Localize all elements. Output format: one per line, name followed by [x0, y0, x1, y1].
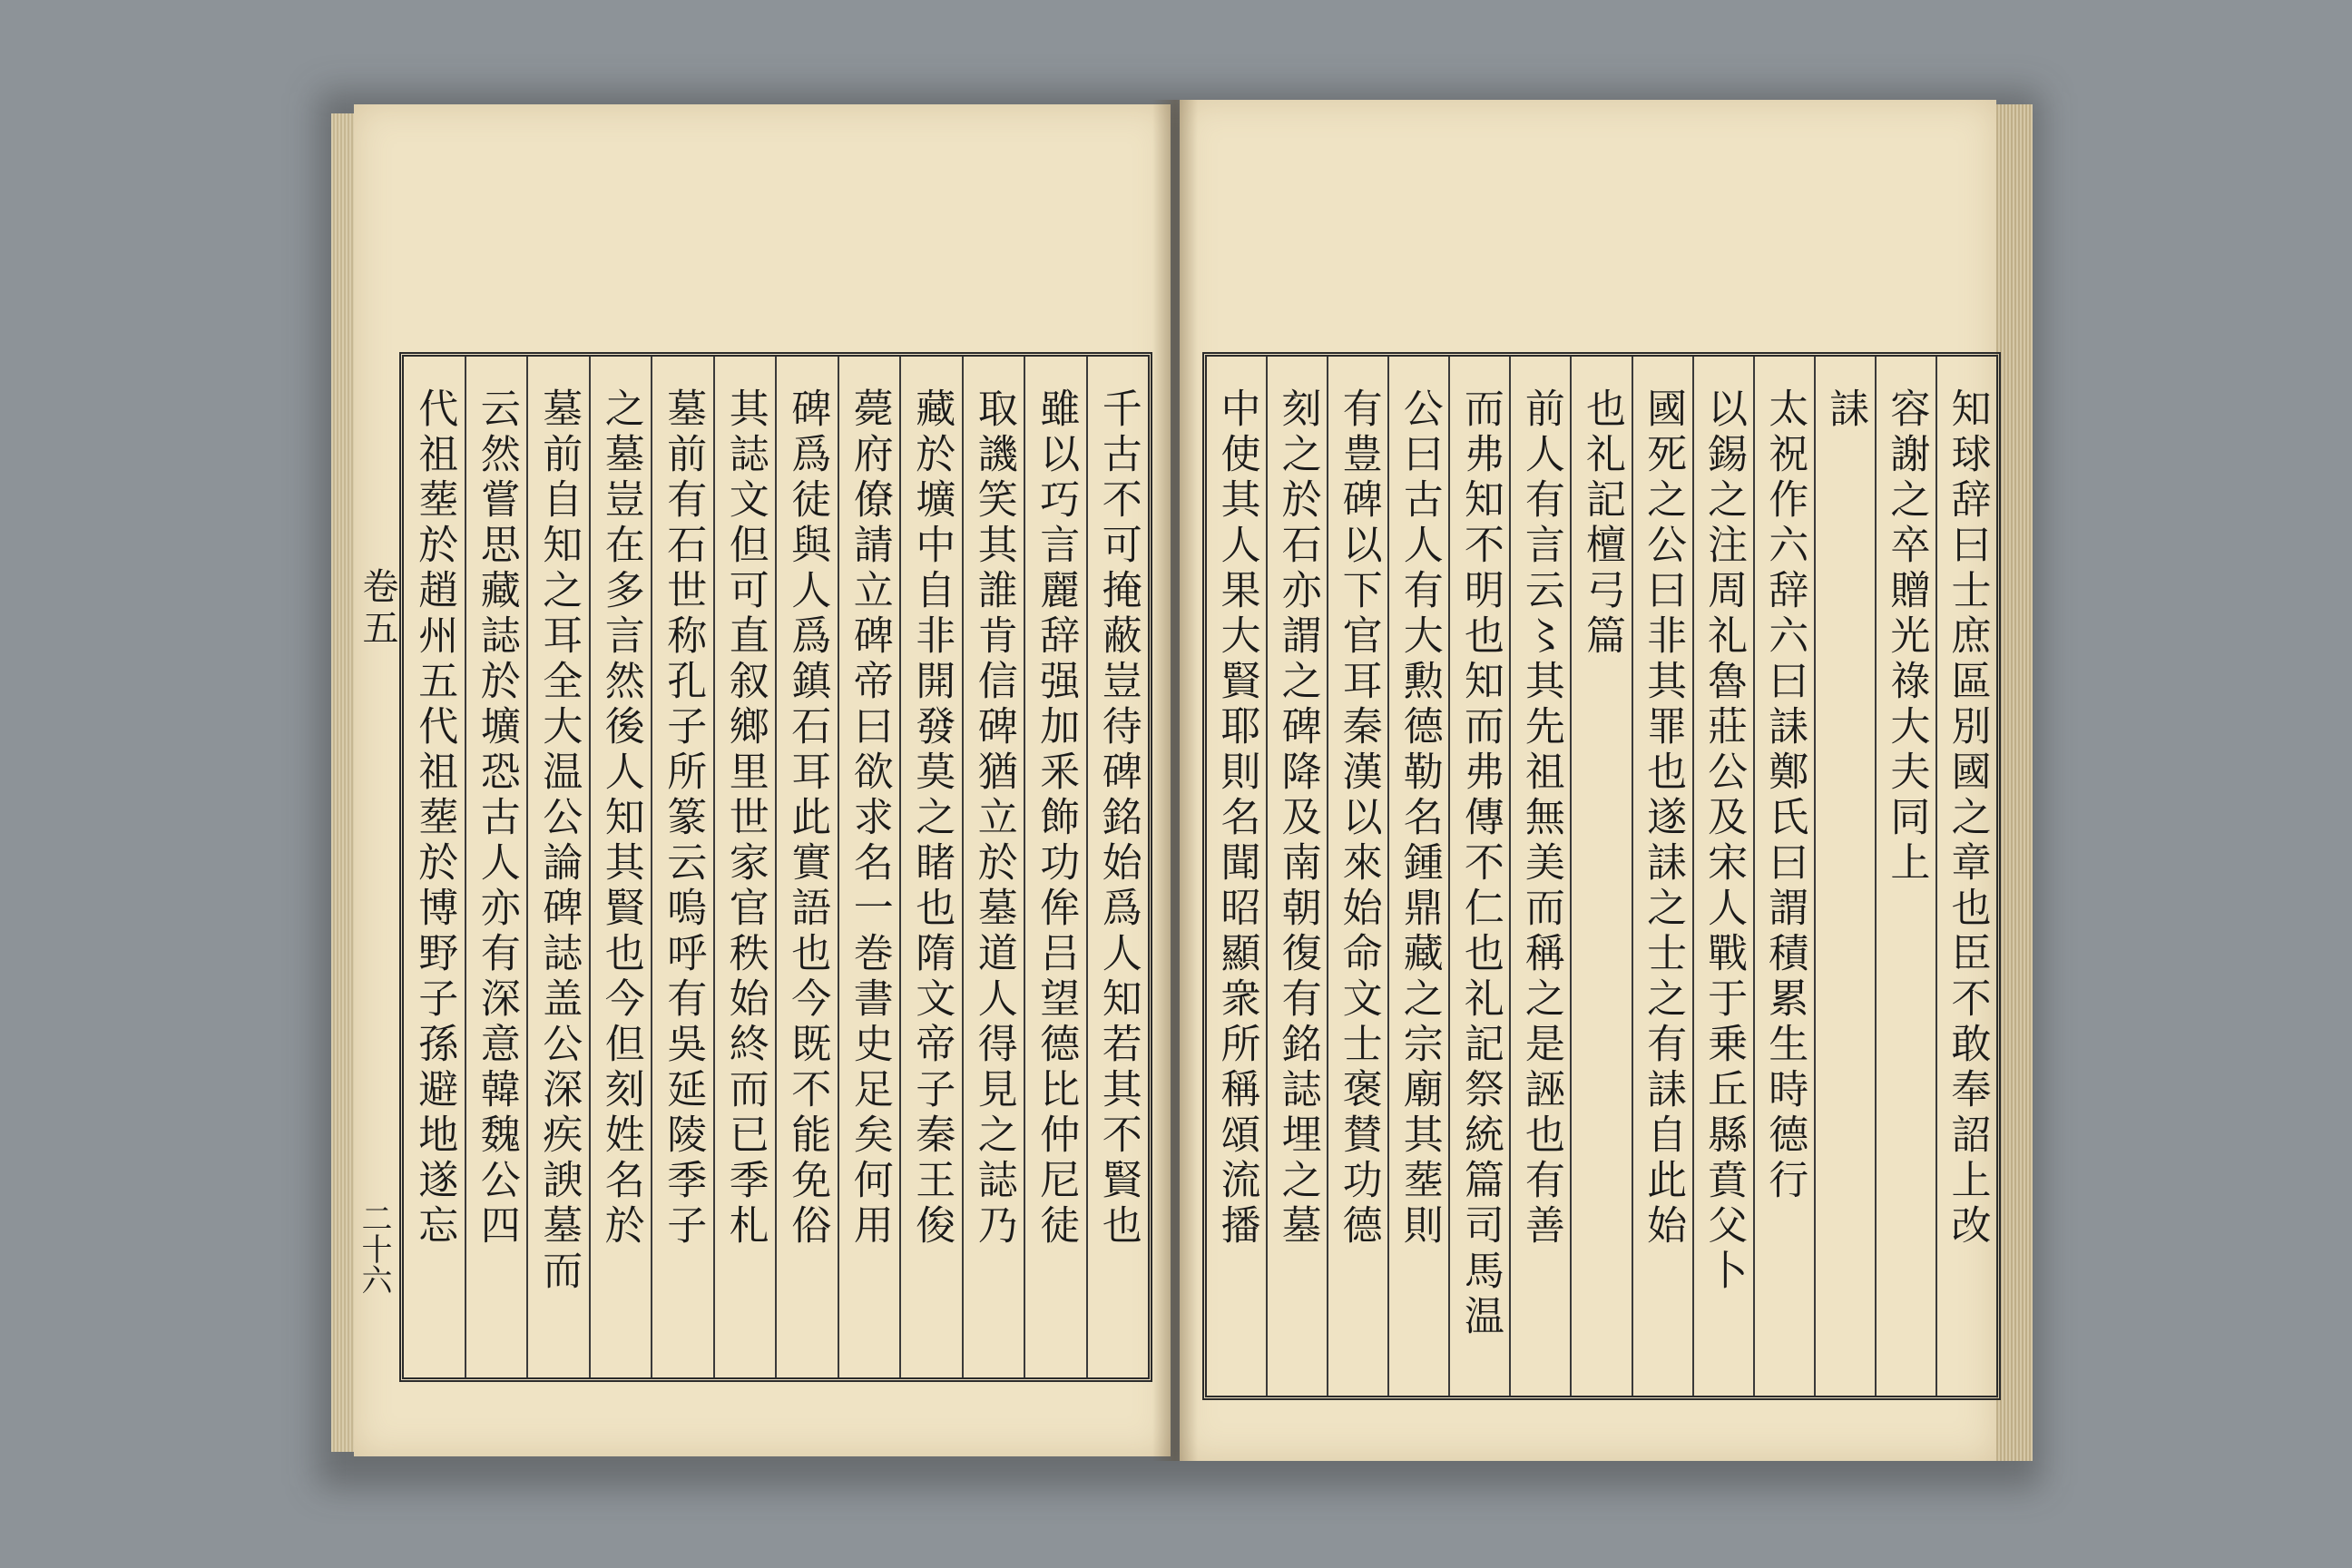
text-column: 刻之於石亦謂之碑降及南朝復有銘誌埋之墓	[1266, 357, 1327, 1396]
text-column: 知球辞曰士庶區別國之章也臣不敢奉詔上改	[1936, 357, 1996, 1396]
text-column: 誄	[1814, 357, 1875, 1396]
text-column: 墓前自知之耳全大温公論碑誌盖公深疾諛墓而	[526, 357, 589, 1377]
text-column: 容謝之卒贈光祿大夫同上	[1875, 357, 1936, 1396]
text-column: 千古不可掩蔽豈待碑銘始爲人知若其不賢也	[1086, 357, 1149, 1377]
left-text-frame	[399, 352, 1152, 1382]
text-column: 云然嘗思藏誌於壙恐古人亦有深意韓魏公四	[465, 357, 527, 1377]
text-column: 其誌文但可直叙鄉里世家官秩始終而已季札	[713, 357, 776, 1377]
text-column: 墓前有石世称孔子所篆云嗚呼有吳延陵季子	[651, 357, 713, 1377]
text-column: 也礼記檀弓篇	[1570, 357, 1631, 1396]
text-column: 取譏笑其誰肯信碑猶立於墓道人得見之誌乃	[962, 357, 1024, 1377]
text-column: 太祝作六辞六曰誄鄭氏曰謂積累生時德行	[1753, 357, 1814, 1396]
text-column: 藏於壙中自非開發莫之睹也隋文帝子秦王俊	[899, 357, 962, 1377]
right-text-frame	[1202, 352, 2001, 1400]
text-column: 之墓豈在多言然後人知其賢也今但刻姓名於	[589, 357, 652, 1377]
text-column: 中使其人果大賢耶則名聞昭顯衆所稱頌流播	[1213, 387, 1260, 1250]
volume-label: 卷五	[357, 567, 398, 651]
page-number: 二十六	[356, 1202, 392, 1295]
text-column: 以錫之注周礼魯莊公及宋人戰于乗丘縣賁父卜	[1692, 357, 1753, 1396]
text-column: 薨府僚請立碑帝曰欲求名一巻書史足矣何用	[838, 357, 900, 1377]
text-column: 而弗知不明也知而弗傳不仁也礼記祭統篇司馬温	[1448, 357, 1509, 1396]
book-gutter	[1152, 100, 1198, 1461]
text-column: 雖以巧言麗辞强加釆飾功侔吕望德比仲尼徒	[1024, 357, 1086, 1377]
text-column: 碑爲徒與人爲鎮石耳此實語也今既不能免俗	[775, 357, 838, 1377]
text-column: 代祖塟於趙州五代祖塟於博野子孫避地遂忘	[411, 387, 458, 1250]
text-column: 國死之公曰非其罪也遂誄之士之有誄自此始	[1632, 357, 1692, 1396]
text-column: 公曰古人有大勲德勒名鍾鼎藏之宗廟其塟則	[1387, 357, 1448, 1396]
text-column: 有豊碑以下官耳秦漢以來始命文士褒賛功德	[1327, 357, 1387, 1396]
text-column: 前人有言云〻其先祖無美而稱之是誣也有善	[1509, 357, 1570, 1396]
